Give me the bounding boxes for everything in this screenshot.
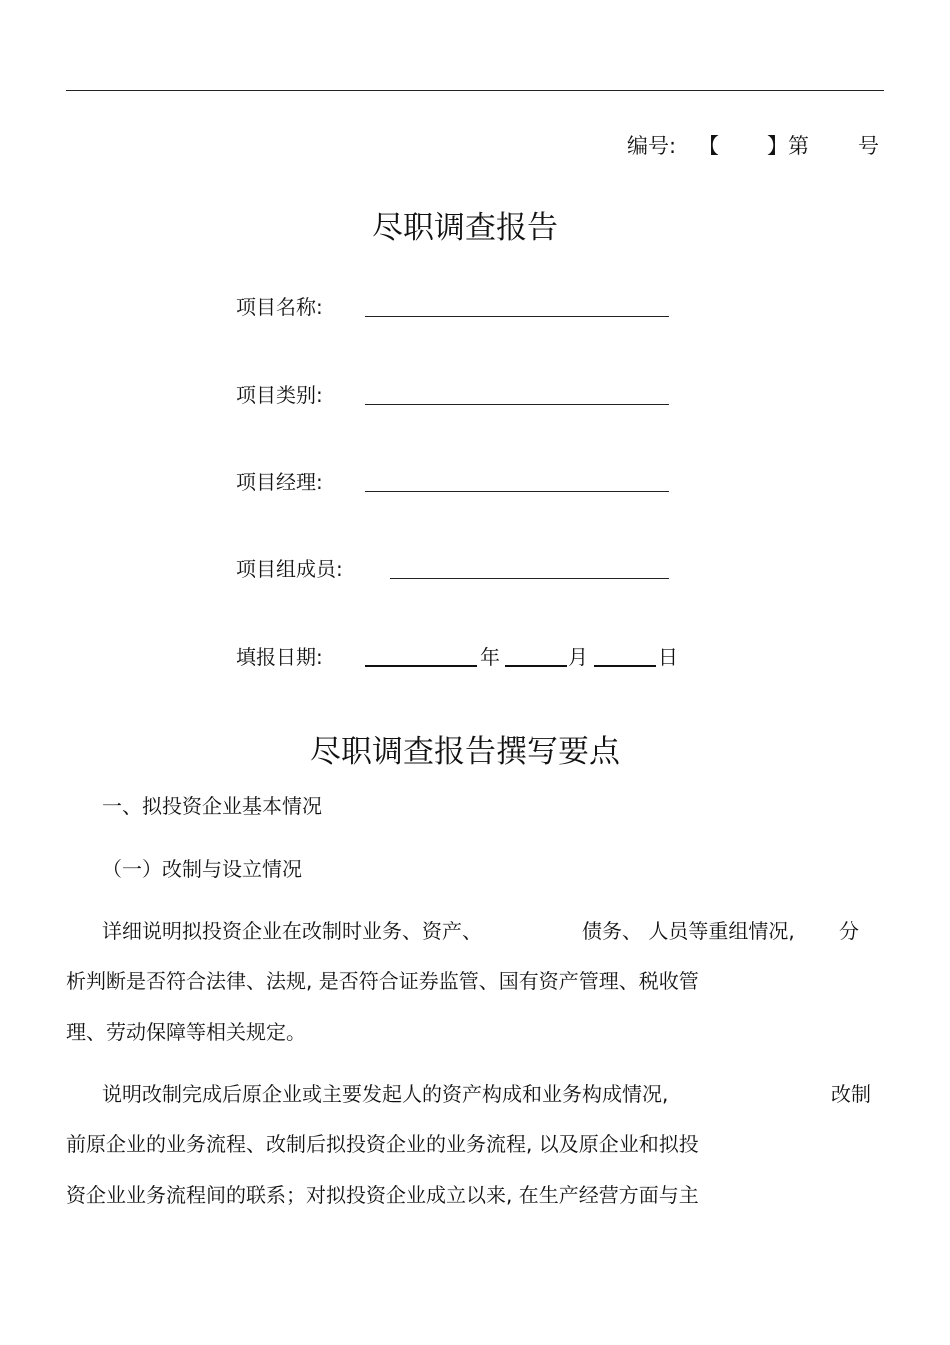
serial-label: 编号: (627, 134, 677, 158)
section-heading: 一、拟投资企业基本情况 (102, 794, 322, 818)
field-label-project-category: 项目类别: (236, 383, 323, 407)
date-month-unit: 月 (568, 645, 588, 669)
paragraph-line: 详细说明拟投资企业在改制时业务、资产、 (102, 919, 482, 943)
field-label-project-name: 项目名称: (236, 295, 323, 319)
serial-bracket-open: 【 (698, 134, 719, 158)
paragraph-line: 前原企业的业务流程、改制后拟投资企业的业务流程, 以及原企业和拟投 (66, 1132, 699, 1156)
date-day-unit: 日 (658, 645, 678, 669)
paragraph-line: 资企业业务流程间的联系；对拟投资企业成立以来, 在生产经营方面与主 (66, 1183, 699, 1207)
report-title: 尽职调查报告 (372, 210, 558, 246)
date-month-field[interactable] (505, 665, 567, 667)
date-year-field[interactable] (365, 665, 477, 667)
paragraph-line: 债务、 人员等重组情况, (582, 919, 795, 943)
paragraph-line: 说明改制完成后原企业或主要发起人的资产构成和业务构成情况, (102, 1082, 669, 1106)
project-members-field[interactable] (390, 578, 669, 579)
guide-title: 尽职调查报告撰写要点 (310, 734, 620, 770)
paragraph-line: 改制 (831, 1082, 871, 1106)
paragraph-line: 分 (839, 919, 859, 943)
field-label-fill-date: 填报日期: (236, 645, 323, 669)
project-category-field[interactable] (365, 404, 669, 405)
subsection-heading: （一）改制与设立情况 (102, 857, 302, 881)
paragraph-line: 析判断是否符合法律、法规, 是否符合证券监管、国有资产管理、税收管 (66, 969, 699, 993)
field-label-project-members: 项目组成员: (236, 557, 343, 581)
project-manager-field[interactable] (365, 491, 669, 492)
header-rule (66, 90, 884, 91)
serial-number-suffix: 号 (858, 134, 879, 158)
date-year-unit: 年 (480, 645, 500, 669)
serial-bracket-close: 】第 (767, 134, 809, 158)
paragraph-line: 理、劳动保障等相关规定。 (66, 1020, 306, 1044)
date-day-field[interactable] (594, 665, 656, 667)
project-name-field[interactable] (365, 316, 669, 317)
field-label-project-manager: 项目经理: (236, 470, 323, 494)
